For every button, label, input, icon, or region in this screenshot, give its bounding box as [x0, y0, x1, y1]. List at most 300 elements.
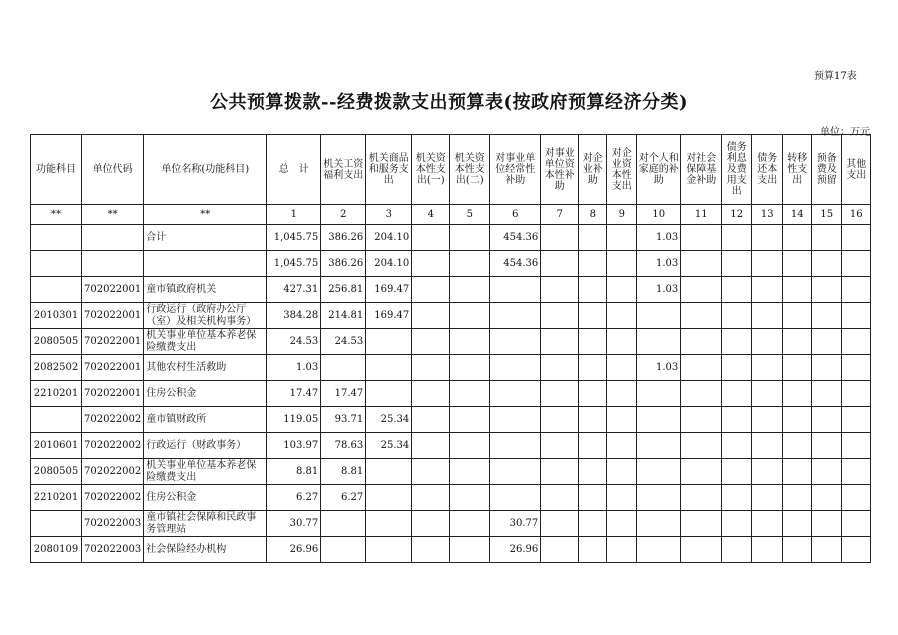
- table-row-cell-9: [541, 433, 579, 459]
- table-row-cell-18: [842, 381, 871, 407]
- table-row-cell-10: [579, 485, 607, 511]
- table-row-cell-6: [412, 381, 450, 407]
- table-row-cell-5: 169.47: [366, 277, 412, 303]
- table-row-cell-5: [366, 381, 412, 407]
- table-row-cell-16: [783, 381, 812, 407]
- header-row-cell-8: 对事业单位经常性补助: [490, 135, 541, 205]
- table-row-cell-0: 2080109: [31, 537, 82, 563]
- table-row-cell-4: 386.26: [321, 251, 366, 277]
- table-row-cell-13: [681, 459, 722, 485]
- table-row: [31, 485, 871, 511]
- table-row-cell-6: [412, 355, 450, 381]
- table-row-cell-12: [637, 381, 681, 407]
- table-row-cell-15: [752, 433, 783, 459]
- table-row-cell-12: [637, 537, 681, 563]
- table-row-cell-7: [450, 407, 490, 433]
- table-row-cell-14: [722, 225, 752, 251]
- header-row-cell-10: 对企业补助: [579, 135, 607, 205]
- index-row: [31, 205, 871, 225]
- table-row-cell-18: [842, 355, 871, 381]
- table-row-cell-10: [579, 355, 607, 381]
- table-row-cell-16: [783, 511, 812, 537]
- table-row-cell-8: [490, 277, 541, 303]
- table-row-cell-14: [722, 277, 752, 303]
- index-row-cell-8: 6: [490, 205, 541, 225]
- table-row-cell-1: [82, 225, 144, 251]
- table-row-cell-2: 合计: [144, 225, 267, 251]
- table-row-cell-3: 427.31: [267, 277, 321, 303]
- table-row-cell-17: [812, 277, 842, 303]
- table-row-cell-18: [842, 407, 871, 433]
- index-row-cell-6: 4: [412, 205, 450, 225]
- index-row-cell-17: 15: [812, 205, 842, 225]
- table-row-cell-17: [812, 433, 842, 459]
- table-row-cell-11: [607, 485, 637, 511]
- table-row-cell-2: 住房公积金: [144, 485, 267, 511]
- header-row-cell-12: 对个人和家庭的补助: [637, 135, 681, 205]
- table-row-cell-4: 386.26: [321, 225, 366, 251]
- table-row-cell-2: 行政运行（政府办公厅（室）及相关机构事务）: [144, 303, 267, 329]
- table-row-cell-16: [783, 251, 812, 277]
- table-row-cell-4: 256.81: [321, 277, 366, 303]
- table-row-cell-11: [607, 225, 637, 251]
- table-row-cell-11: [607, 459, 637, 485]
- table-row-cell-3: 103.97: [267, 433, 321, 459]
- table-row-cell-16: [783, 355, 812, 381]
- table-row-cell-9: [541, 485, 579, 511]
- table-row-cell-0: 2080505: [31, 459, 82, 485]
- table-row-cell-12: [637, 485, 681, 511]
- table-row-cell-6: [412, 303, 450, 329]
- table-row-cell-7: [450, 511, 490, 537]
- index-row-cell-14: 12: [722, 205, 752, 225]
- table-row-cell-15: [752, 511, 783, 537]
- table-row: [31, 355, 871, 381]
- table-row-cell-14: [722, 511, 752, 537]
- table-row-cell-9: [541, 537, 579, 563]
- table-row-cell-17: [812, 355, 842, 381]
- table-row-cell-13: [681, 485, 722, 511]
- table-row-cell-5: 25.34: [366, 407, 412, 433]
- table-row-cell-6: [412, 251, 450, 277]
- header-row-cell-17: 预备费及预留: [812, 135, 842, 205]
- table-row-cell-9: [541, 251, 579, 277]
- table-row-cell-7: [450, 251, 490, 277]
- table-row-cell-1: 702022001: [82, 303, 144, 329]
- table-row-cell-18: [842, 537, 871, 563]
- table-row-cell-2: 童市镇财政所: [144, 407, 267, 433]
- table-row-cell-7: [450, 537, 490, 563]
- table-row-cell-13: [681, 303, 722, 329]
- table-row-cell-0: [31, 277, 82, 303]
- table-row-cell-11: [607, 407, 637, 433]
- table-row-cell-12: 1.03: [637, 277, 681, 303]
- table-row-cell-16: [783, 225, 812, 251]
- table-row: [31, 511, 871, 537]
- table-row-cell-3: 17.47: [267, 381, 321, 407]
- table-row-cell-6: [412, 225, 450, 251]
- table-row-cell-7: [450, 225, 490, 251]
- table-row-cell-18: [842, 329, 871, 355]
- index-row-cell-5: 3: [366, 205, 412, 225]
- table-row-cell-17: [812, 511, 842, 537]
- table-row-cell-10: [579, 225, 607, 251]
- table-row-cell-13: [681, 355, 722, 381]
- table-row-cell-15: [752, 381, 783, 407]
- table-row-cell-16: [783, 329, 812, 355]
- table-row: [31, 407, 871, 433]
- table-row-cell-16: [783, 433, 812, 459]
- table-row-cell-6: [412, 485, 450, 511]
- table-row: [31, 459, 871, 485]
- table-row-cell-14: [722, 355, 752, 381]
- index-row-cell-9: 7: [541, 205, 579, 225]
- table-row-cell-11: [607, 537, 637, 563]
- table-row-cell-14: [722, 459, 752, 485]
- table-row-cell-0: [31, 225, 82, 251]
- table-row-cell-11: [607, 511, 637, 537]
- table-row-cell-16: [783, 537, 812, 563]
- table-row-cell-9: [541, 407, 579, 433]
- table-row-cell-16: [783, 277, 812, 303]
- table-row-cell-9: [541, 277, 579, 303]
- table-row-cell-15: [752, 459, 783, 485]
- table-row-cell-2: 机关事业单位基本养老保险缴费支出: [144, 459, 267, 485]
- table-row-cell-17: [812, 459, 842, 485]
- table-row-cell-4: 24.53: [321, 329, 366, 355]
- header-row: [31, 135, 871, 205]
- table-row: [31, 537, 871, 563]
- header-row-cell-0: 功能科目: [31, 135, 82, 205]
- table-row-cell-18: [842, 459, 871, 485]
- table-row-cell-11: [607, 329, 637, 355]
- page-title: 公共预算拨款--经费拨款支出预算表(按政府预算经济分类): [210, 92, 688, 113]
- table-row-cell-10: [579, 433, 607, 459]
- table-row-cell-15: [752, 407, 783, 433]
- table-row-cell-1: [82, 251, 144, 277]
- table-row-cell-3: 1,045.75: [267, 251, 321, 277]
- header-row-cell-3: 总 计: [267, 135, 321, 205]
- table-row-cell-10: [579, 459, 607, 485]
- table-row-cell-0: 2210201: [31, 381, 82, 407]
- table-row-cell-14: [722, 251, 752, 277]
- index-row-cell-13: 11: [681, 205, 722, 225]
- table-row-cell-2: 行政运行（财政事务）: [144, 433, 267, 459]
- table-row-cell-14: [722, 303, 752, 329]
- table-row-cell-10: [579, 511, 607, 537]
- table-row-cell-15: [752, 355, 783, 381]
- table-row-cell-0: 2082502: [31, 355, 82, 381]
- table-row-cell-9: [541, 225, 579, 251]
- table-row-cell-8: [490, 355, 541, 381]
- table-row-cell-18: [842, 511, 871, 537]
- table-row-cell-2: 社会保险经办机构: [144, 537, 267, 563]
- table-row-cell-6: [412, 433, 450, 459]
- table-row-cell-1: 702022002: [82, 433, 144, 459]
- table-row-cell-10: [579, 303, 607, 329]
- table-row-cell-2: 其他农村生活救助: [144, 355, 267, 381]
- table-row-cell-14: [722, 537, 752, 563]
- table-row-cell-12: [637, 407, 681, 433]
- table-row-cell-1: 702022002: [82, 407, 144, 433]
- table-row-cell-14: [722, 381, 752, 407]
- header-row-cell-18: 其他支出: [842, 135, 871, 205]
- header-row-cell-16: 转移性支出: [783, 135, 812, 205]
- index-row-cell-3: 1: [267, 205, 321, 225]
- header-row-cell-2: 单位名称(功能科目): [144, 135, 267, 205]
- table-row-cell-9: [541, 511, 579, 537]
- table-row-cell-1: 702022001: [82, 381, 144, 407]
- index-row-cell-18: 16: [842, 205, 871, 225]
- form-number: 预算17表: [814, 71, 857, 82]
- table-row-cell-0: 2010301: [31, 303, 82, 329]
- table-row-cell-16: [783, 485, 812, 511]
- table-row-cell-18: [842, 303, 871, 329]
- table-row-cell-6: [412, 537, 450, 563]
- table-row-cell-7: [450, 433, 490, 459]
- table-row-cell-16: [783, 459, 812, 485]
- table-row-cell-3: 119.05: [267, 407, 321, 433]
- table-row-cell-17: [812, 225, 842, 251]
- table-row-cell-17: [812, 329, 842, 355]
- table-row-cell-8: [490, 485, 541, 511]
- table-row-cell-8: [490, 303, 541, 329]
- table-row-cell-8: 454.36: [490, 225, 541, 251]
- table-row-cell-16: [783, 407, 812, 433]
- header-row-cell-4: 机关工资福利支出: [321, 135, 366, 205]
- table-row-cell-15: [752, 303, 783, 329]
- header-row-cell-9: 对事业单位资本性补助: [541, 135, 579, 205]
- table-row-cell-2: [144, 251, 267, 277]
- table-row-cell-15: [752, 277, 783, 303]
- table-row-cell-0: 2080505: [31, 329, 82, 355]
- table-row-cell-7: [450, 355, 490, 381]
- table-row-cell-5: 204.10: [366, 225, 412, 251]
- table-row-cell-6: [412, 329, 450, 355]
- table-row-cell-10: [579, 381, 607, 407]
- table-row-cell-3: 6.27: [267, 485, 321, 511]
- index-row-cell-4: 2: [321, 205, 366, 225]
- table-row: [31, 277, 871, 303]
- table-row-cell-18: [842, 251, 871, 277]
- table-row-cell-4: 17.47: [321, 381, 366, 407]
- table-row-cell-10: [579, 407, 607, 433]
- table-row-cell-4: 214.81: [321, 303, 366, 329]
- table-row-cell-7: [450, 277, 490, 303]
- table-row-cell-10: [579, 277, 607, 303]
- table-row-cell-13: [681, 511, 722, 537]
- table-row-cell-4: 78.63: [321, 433, 366, 459]
- table-row-cell-11: [607, 277, 637, 303]
- table-row-cell-9: [541, 303, 579, 329]
- table-row-cell-10: [579, 329, 607, 355]
- table-row-cell-5: [366, 537, 412, 563]
- budget-table: [30, 134, 871, 563]
- table-row-cell-6: [412, 459, 450, 485]
- table-row-cell-3: 1,045.75: [267, 225, 321, 251]
- index-row-cell-1: **: [82, 205, 144, 225]
- table-row-cell-5: 25.34: [366, 433, 412, 459]
- table-row-cell-17: [812, 537, 842, 563]
- header-row-cell-14: 债务利息及费用支出: [722, 135, 752, 205]
- table-row-cell-18: [842, 225, 871, 251]
- table-row: [31, 329, 871, 355]
- table-row-cell-5: [366, 485, 412, 511]
- index-row-cell-12: 10: [637, 205, 681, 225]
- index-row-cell-16: 14: [783, 205, 812, 225]
- index-row-cell-15: 13: [752, 205, 783, 225]
- table-row-cell-18: [842, 433, 871, 459]
- table-row-cell-6: [412, 511, 450, 537]
- table-row: [31, 433, 871, 459]
- table-row-cell-3: 26.96: [267, 537, 321, 563]
- table-row-cell-3: 384.28: [267, 303, 321, 329]
- table-row-cell-14: [722, 407, 752, 433]
- header-row-cell-7: 机关资本性支出(二): [450, 135, 490, 205]
- table-row-cell-2: 童市镇政府机关: [144, 277, 267, 303]
- table-row-cell-18: [842, 277, 871, 303]
- table-row-cell-4: [321, 511, 366, 537]
- index-row-cell-10: 8: [579, 205, 607, 225]
- table-row-cell-6: [412, 407, 450, 433]
- table-row-cell-12: [637, 303, 681, 329]
- header-row-cell-11: 对企业资本性支出: [607, 135, 637, 205]
- table-row-cell-1: 702022002: [82, 485, 144, 511]
- table-row-cell-8: 454.36: [490, 251, 541, 277]
- table-row-cell-12: [637, 459, 681, 485]
- table-row: [31, 381, 871, 407]
- table-row-cell-13: [681, 537, 722, 563]
- table-row-cell-12: [637, 329, 681, 355]
- table-row-cell-11: [607, 433, 637, 459]
- table-row-cell-2: 住房公积金: [144, 381, 267, 407]
- table-row-cell-0: [31, 511, 82, 537]
- table-row-cell-15: [752, 329, 783, 355]
- table-row-cell-17: [812, 407, 842, 433]
- table-row-cell-3: 24.53: [267, 329, 321, 355]
- table-row-cell-14: [722, 433, 752, 459]
- table-row-cell-13: [681, 381, 722, 407]
- table-row-cell-5: [366, 355, 412, 381]
- table-row-cell-18: [842, 485, 871, 511]
- table-row-cell-7: [450, 485, 490, 511]
- table-row-cell-11: [607, 381, 637, 407]
- table-row-cell-5: 169.47: [366, 303, 412, 329]
- table-row-cell-1: 702022001: [82, 355, 144, 381]
- index-row-cell-7: 5: [450, 205, 490, 225]
- table-row-cell-15: [752, 537, 783, 563]
- table-row-cell-17: [812, 303, 842, 329]
- table-row-cell-3: 1.03: [267, 355, 321, 381]
- table-row-cell-8: [490, 459, 541, 485]
- table-row-cell-12: [637, 511, 681, 537]
- table-row-cell-4: 93.71: [321, 407, 366, 433]
- table-row: [31, 303, 871, 329]
- table-row-cell-8: [490, 381, 541, 407]
- table-row-cell-1: 702022003: [82, 537, 144, 563]
- table-row-cell-2: 机关事业单位基本养老保险缴费支出: [144, 329, 267, 355]
- table-row-cell-9: [541, 459, 579, 485]
- table-row-cell-13: [681, 251, 722, 277]
- table-row-cell-7: [450, 459, 490, 485]
- index-row-cell-0: **: [31, 205, 82, 225]
- table-row-cell-13: [681, 433, 722, 459]
- table-row-cell-4: [321, 537, 366, 563]
- table-row-cell-1: 702022001: [82, 277, 144, 303]
- table-row-cell-5: [366, 459, 412, 485]
- table-row-cell-4: [321, 355, 366, 381]
- table-row-cell-11: [607, 251, 637, 277]
- table-row-cell-8: 26.96: [490, 537, 541, 563]
- index-row-cell-11: 9: [607, 205, 637, 225]
- table-row-cell-9: [541, 329, 579, 355]
- table-row-cell-12: 1.03: [637, 225, 681, 251]
- table-row-cell-14: [722, 329, 752, 355]
- table-row-cell-5: 204.10: [366, 251, 412, 277]
- header-row-cell-13: 对社会保障基金补助: [681, 135, 722, 205]
- table-row-cell-13: [681, 329, 722, 355]
- header-row-cell-6: 机关资本性支出(一): [412, 135, 450, 205]
- table-row-cell-0: 2210201: [31, 485, 82, 511]
- table-row-cell-11: [607, 355, 637, 381]
- header-row-cell-5: 机关商品和服务支出: [366, 135, 412, 205]
- table-row-cell-1: 702022001: [82, 329, 144, 355]
- table-row-cell-13: [681, 277, 722, 303]
- table-row: [31, 251, 871, 277]
- table-row-cell-4: 8.81: [321, 459, 366, 485]
- table-row-cell-4: 6.27: [321, 485, 366, 511]
- table-row-cell-7: [450, 303, 490, 329]
- table-row-cell-15: [752, 485, 783, 511]
- table-row-cell-11: [607, 303, 637, 329]
- table-row-cell-17: [812, 485, 842, 511]
- table-row-cell-14: [722, 485, 752, 511]
- table-row: [31, 225, 871, 251]
- table-row-cell-0: [31, 407, 82, 433]
- table-row-cell-9: [541, 381, 579, 407]
- table-row-cell-8: 30.77: [490, 511, 541, 537]
- table-row-cell-5: [366, 329, 412, 355]
- table-row-cell-0: [31, 251, 82, 277]
- table-row-cell-13: [681, 225, 722, 251]
- table-row-cell-3: 8.81: [267, 459, 321, 485]
- table-row-cell-9: [541, 355, 579, 381]
- table-row-cell-12: [637, 433, 681, 459]
- table-row-cell-5: [366, 511, 412, 537]
- unit-label: 单位：万元: [820, 127, 870, 138]
- table-row-cell-13: [681, 407, 722, 433]
- table-row-cell-17: [812, 381, 842, 407]
- table-row-cell-12: 1.03: [637, 355, 681, 381]
- table-row-cell-1: 702022003: [82, 511, 144, 537]
- table-row-cell-7: [450, 381, 490, 407]
- table-row-cell-7: [450, 329, 490, 355]
- table-row-cell-1: 702022002: [82, 459, 144, 485]
- table-row-cell-3: 30.77: [267, 511, 321, 537]
- table-row-cell-17: [812, 251, 842, 277]
- table-row-cell-8: [490, 433, 541, 459]
- header-row-cell-1: 单位代码: [82, 135, 144, 205]
- table-row-cell-8: [490, 407, 541, 433]
- table-row-cell-12: 1.03: [637, 251, 681, 277]
- header-row-cell-15: 债务还本支出: [752, 135, 783, 205]
- table-row-cell-2: 童市镇社会保障和民政事务管理站: [144, 511, 267, 537]
- index-row-cell-2: **: [144, 205, 267, 225]
- table-row-cell-10: [579, 537, 607, 563]
- table-row-cell-15: [752, 225, 783, 251]
- table-row-cell-10: [579, 251, 607, 277]
- table-row-cell-15: [752, 251, 783, 277]
